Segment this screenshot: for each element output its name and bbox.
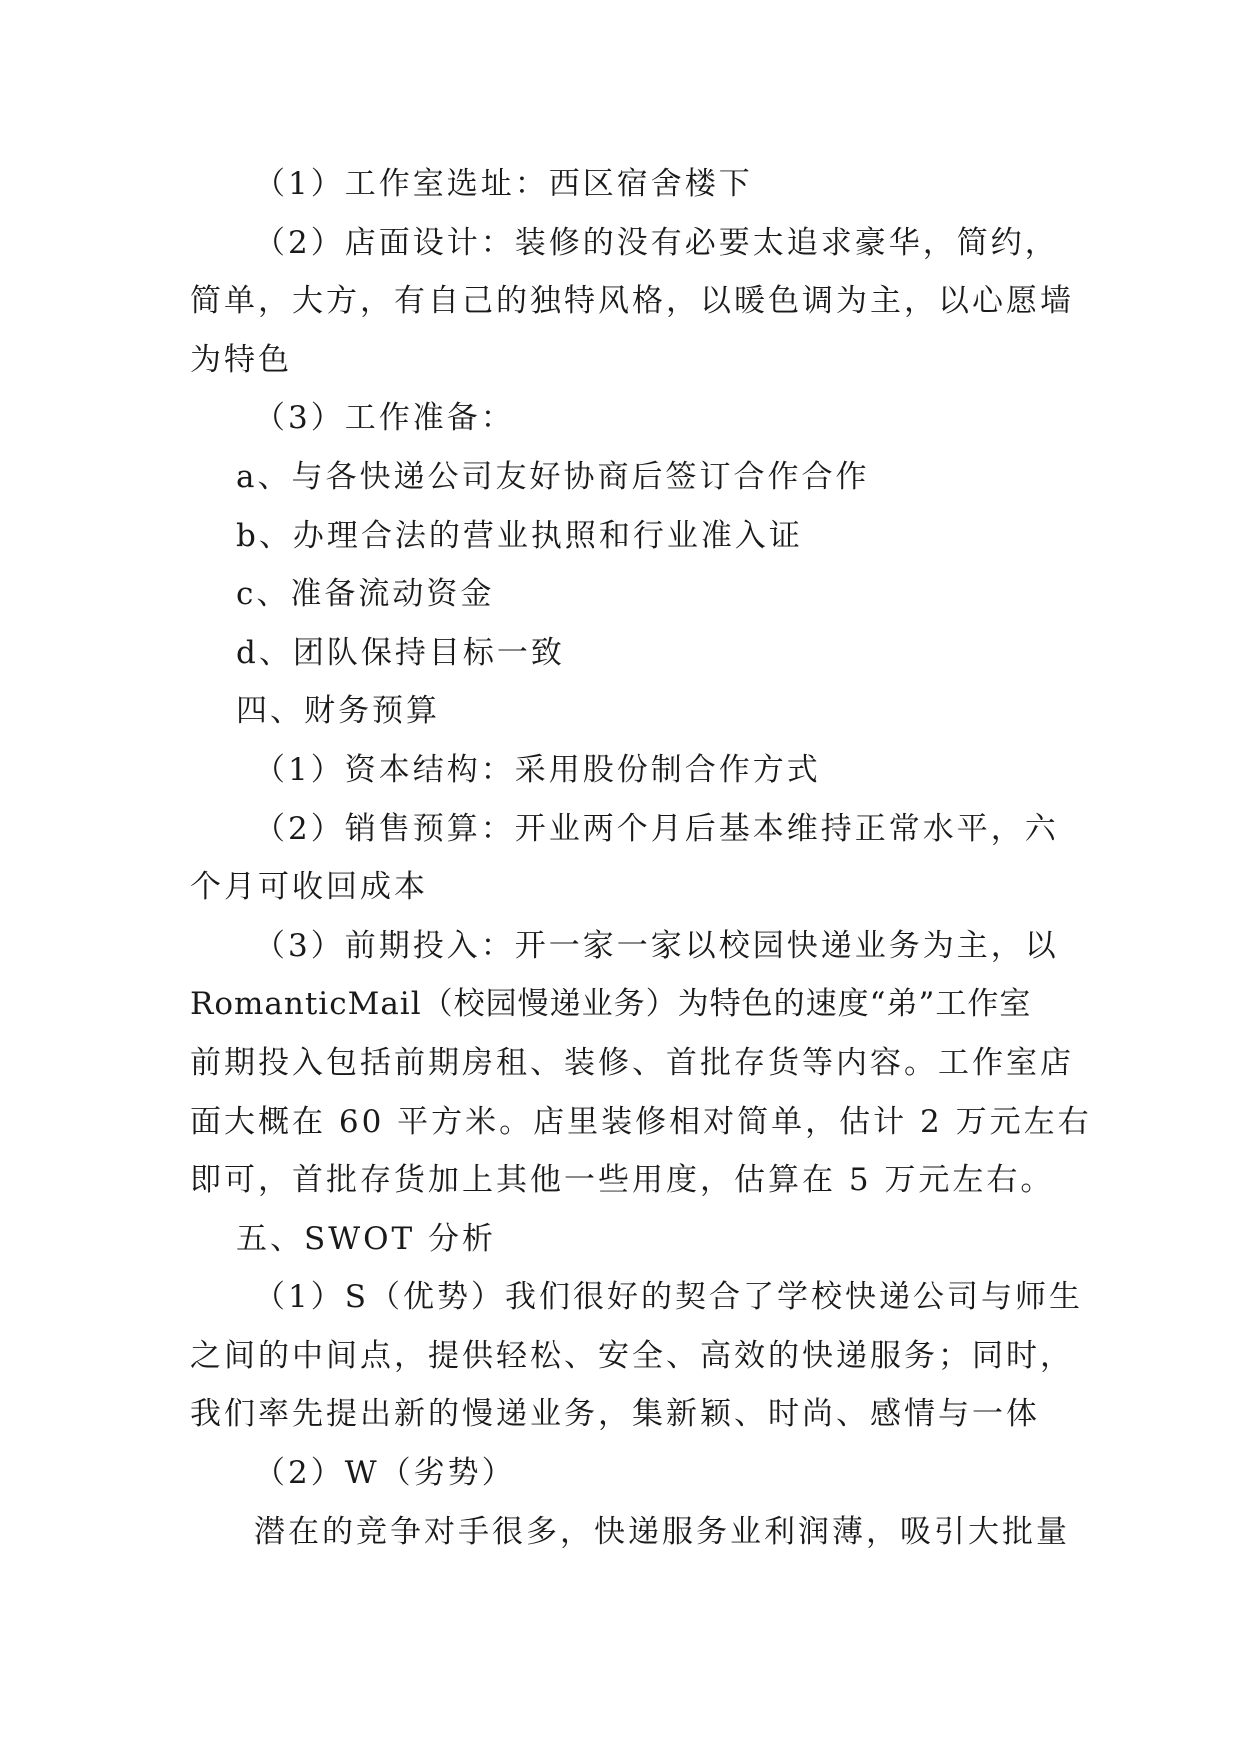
paragraph-strengths xyxy=(190,1268,1083,1444)
text-line: （3）工作准备： xyxy=(254,400,515,437)
text-line: （3）前期投入：开一家一家以校园快递业务为主，以 xyxy=(254,927,1059,964)
paragraph-studio-location xyxy=(190,155,1060,214)
text-line: 面大概在 60 平方米。店里装修相对简单，估计 2 万元左右 xyxy=(190,1103,1092,1140)
section-heading-swot xyxy=(190,1210,1060,1269)
list-item-d xyxy=(190,624,1060,683)
text-line: 简单，大方，有自己的独特风格，以暖色调为主，以心愿墙 xyxy=(190,283,1074,320)
text-line: 前期投入包括前期房租、装修、首批存货等内容。工作室店 xyxy=(190,1044,1074,1081)
text-line: 为特色 xyxy=(190,341,292,378)
text-line: 之间的中间点，提供轻松、安全、高效的快递服务；同时， xyxy=(190,1337,1074,1374)
list-item-c xyxy=(190,565,1060,624)
paragraph-weaknesses-body xyxy=(190,1503,1070,1562)
text-line: 即可，首批存货加上其他一些用度，估算在 5 万元左右。 xyxy=(190,1162,1055,1199)
text-line: b、办理合法的营业执照和行业准入证 xyxy=(236,517,803,554)
paragraph-capital-structure xyxy=(190,741,1060,800)
text-line: 四、财务预算 xyxy=(236,693,440,730)
text-line: RomanticMail（校园慢递业务）为特色的速度“弟”工作室 xyxy=(190,986,1032,1023)
paragraph-initial-investment xyxy=(190,917,1092,1210)
text-line: （1）资本结构：采用股份制合作方式 xyxy=(254,751,821,788)
list-item-a xyxy=(190,448,1060,507)
text-line: （2）店面设计：装修的没有必要太追求豪华，简约， xyxy=(254,224,1059,261)
section-heading-financial-budget xyxy=(190,682,1060,741)
text-line: a、与各快递公司友好协商后签订合作合作 xyxy=(236,458,870,495)
text-line: c、准备流动资金 xyxy=(236,576,495,613)
list-item-b xyxy=(190,507,1060,566)
text-line: （2）W（劣势） xyxy=(254,1455,516,1492)
paragraph-weaknesses-heading xyxy=(190,1444,1060,1503)
document-body xyxy=(190,155,1092,1561)
text-line: d、团队保持目标一致 xyxy=(236,634,565,671)
text-line: （1）S（优势）我们很好的契合了学校快递公司与师生 xyxy=(254,1279,1083,1316)
text-line: 我们率先提出新的慢递业务，集新颖、时尚、感情与一体 xyxy=(190,1396,1040,1433)
paragraph-sales-budget xyxy=(190,800,1060,917)
text-line: （1）工作室选址：西区宿舍楼下 xyxy=(254,166,753,202)
text-line: 个月可收回成本 xyxy=(190,869,428,906)
text-line: （2）销售预算：开业两个月后基本维持正常水平，六 xyxy=(254,810,1059,847)
paragraph-work-preparation xyxy=(190,389,1060,448)
text-line: 五、SWOT 分析 xyxy=(236,1220,497,1257)
paragraph-store-design xyxy=(190,214,1074,390)
text-line: 潜在的竞争对手很多，快递服务业利润薄，吸引大批量 xyxy=(254,1513,1070,1550)
